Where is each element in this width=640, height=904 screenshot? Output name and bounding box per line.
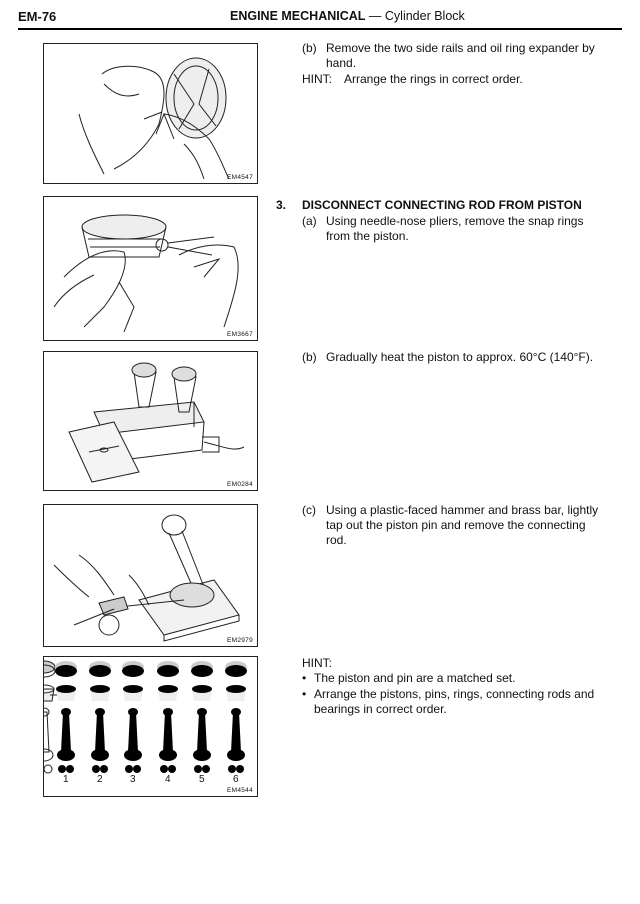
subsection-title: Cylinder Block — [384, 9, 465, 23]
hint-bullet — [302, 687, 602, 719]
figure-snap-ring-removal — [43, 196, 258, 341]
set-label-6: 6 — [233, 774, 239, 785]
hint-label: HINT: — [302, 72, 332, 86]
set-label-2: 2 — [97, 774, 103, 785]
item-text: Using a plastic-faced hammer and brass bar, lightly tap out the piston pin and remove the connecting rod. — [326, 503, 599, 547]
page-title — [230, 9, 465, 23]
step-item-a — [302, 214, 602, 246]
hint-2-label: HINT: — [302, 656, 332, 670]
step-item-b2 — [302, 350, 602, 366]
set-label-5: 5 — [199, 774, 205, 785]
set-label-4: 4 — [165, 774, 171, 785]
set-label-1: 1 — [63, 774, 69, 785]
hammer-tapping-piston-pin-illustration — [44, 505, 257, 646]
item-text: Gradually heat the piston to approx. 60°C (140°F). — [326, 350, 594, 364]
figure-piston-heating — [43, 351, 258, 491]
figure-code: EM4547 — [226, 174, 253, 181]
figure-ordered-sets — [43, 656, 258, 797]
page-header — [18, 6, 622, 30]
item-text: Using needle-nose pliers, remove the snap rings from the piston. — [326, 214, 584, 243]
figure-code: EM3667 — [226, 331, 253, 338]
item-label: (b) — [302, 350, 317, 364]
bullet-icon: • — [302, 687, 307, 701]
section-title: ENGINE MECHANICAL — [230, 9, 366, 23]
figure-code: EM0284 — [226, 481, 253, 488]
hint-1 — [302, 72, 602, 88]
hint-bullet — [302, 671, 602, 687]
page-number: EM-76 — [18, 9, 57, 24]
step-item-c — [302, 503, 602, 547]
hands-removing-oil-ring-illustration — [44, 44, 257, 183]
bullet-text: Arrange the pistons, pins, rings, connecting rods and bearings in correct order. — [314, 687, 595, 716]
step-number: 3. — [276, 198, 287, 212]
pliers-removing-snap-ring-illustration — [44, 197, 257, 340]
bullet-text: The piston and pin are a matched set. — [314, 671, 516, 685]
title-separator: — — [368, 9, 382, 23]
set-label-3: 3 — [130, 774, 136, 785]
item-text: Remove the two side rails and oil ring expander by hand. — [326, 41, 595, 70]
figure-oil-ring-removal — [43, 43, 258, 184]
step-item-b1 — [302, 41, 602, 73]
item-label: (c) — [302, 503, 316, 517]
bullet-icon: • — [302, 671, 307, 685]
hint-text: Arrange the rings in correct order. — [344, 72, 523, 86]
figure-code: EM2979 — [226, 637, 253, 644]
piston-heater-illustration — [44, 352, 257, 490]
step-title: DISCONNECT CONNECTING ROD FROM PISTON — [302, 198, 582, 212]
figure-pin-removal — [43, 504, 258, 647]
ordered-piston-sets-illustration — [44, 657, 257, 796]
figure-code: EM4544 — [226, 787, 253, 794]
item-label: (a) — [302, 214, 317, 228]
item-label: (b) — [302, 41, 317, 55]
